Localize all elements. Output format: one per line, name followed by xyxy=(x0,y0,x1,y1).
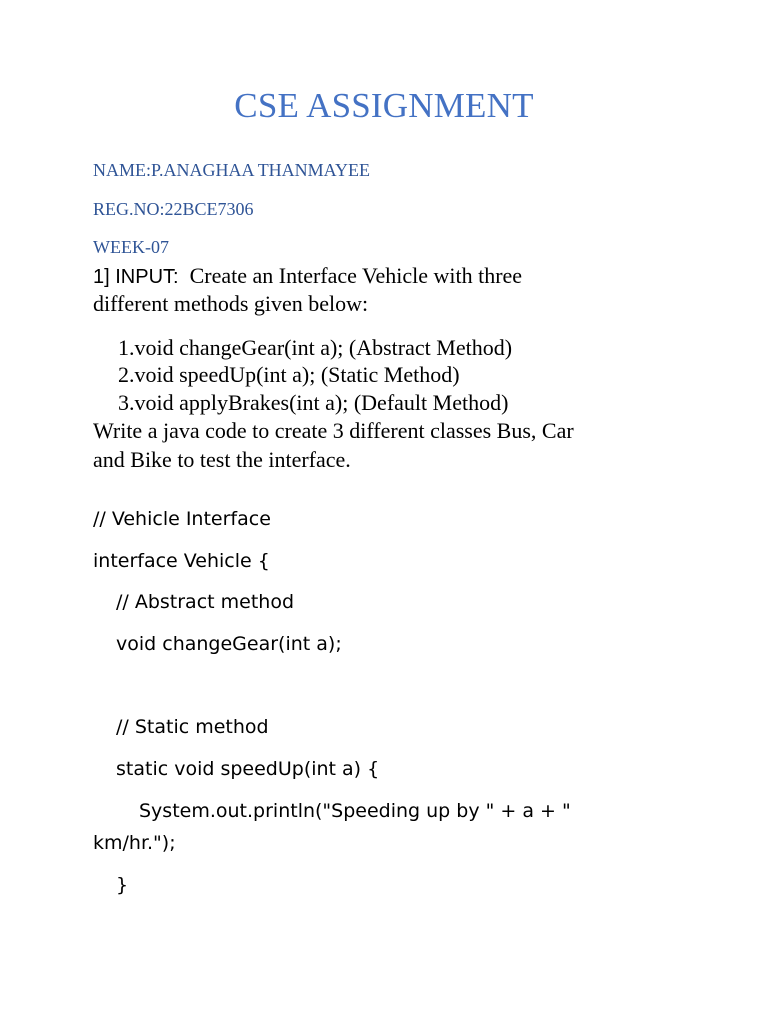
question-line-1 xyxy=(93,263,693,289)
code-line: System.out.println("Speeding up by " + a + " xyxy=(139,800,571,822)
code-line: } xyxy=(116,874,129,896)
task-paragraph-line-1: Write a java code to create 3 different classes Bus, Car xyxy=(93,418,574,443)
list-item: 3.void applyBrakes(int a); (Default Method) xyxy=(118,390,509,415)
code-line: // Vehicle Interface xyxy=(93,508,271,530)
code-line: interface Vehicle { xyxy=(93,550,270,572)
code-line: void changeGear(int a); xyxy=(116,633,342,655)
question-prefix: 1] INPUT: xyxy=(93,266,179,288)
registration-number: REG.NO:22BCE7306 xyxy=(93,199,254,219)
week-label: WEEK-07 xyxy=(93,237,169,257)
code-line: static void speedUp(int a) { xyxy=(116,758,380,780)
code-line: // Static method xyxy=(116,716,269,738)
list-item: 2.void speedUp(int a); (Static Method) xyxy=(118,362,460,387)
question-line-2: different methods given below: xyxy=(93,291,369,316)
document-title: CSE ASSIGNMENT xyxy=(234,86,534,125)
list-item: 1.void changeGear(int a); (Abstract Method) xyxy=(118,335,513,360)
student-name: NAME:P.ANAGHAA THANMAYEE xyxy=(93,160,371,180)
question-text-1: Create an Interface Vehicle with three xyxy=(189,263,523,288)
code-line: // Abstract method xyxy=(116,591,295,613)
task-paragraph-line-2: and Bike to test the interface. xyxy=(93,447,351,472)
code-line: km/hr."); xyxy=(93,832,176,854)
